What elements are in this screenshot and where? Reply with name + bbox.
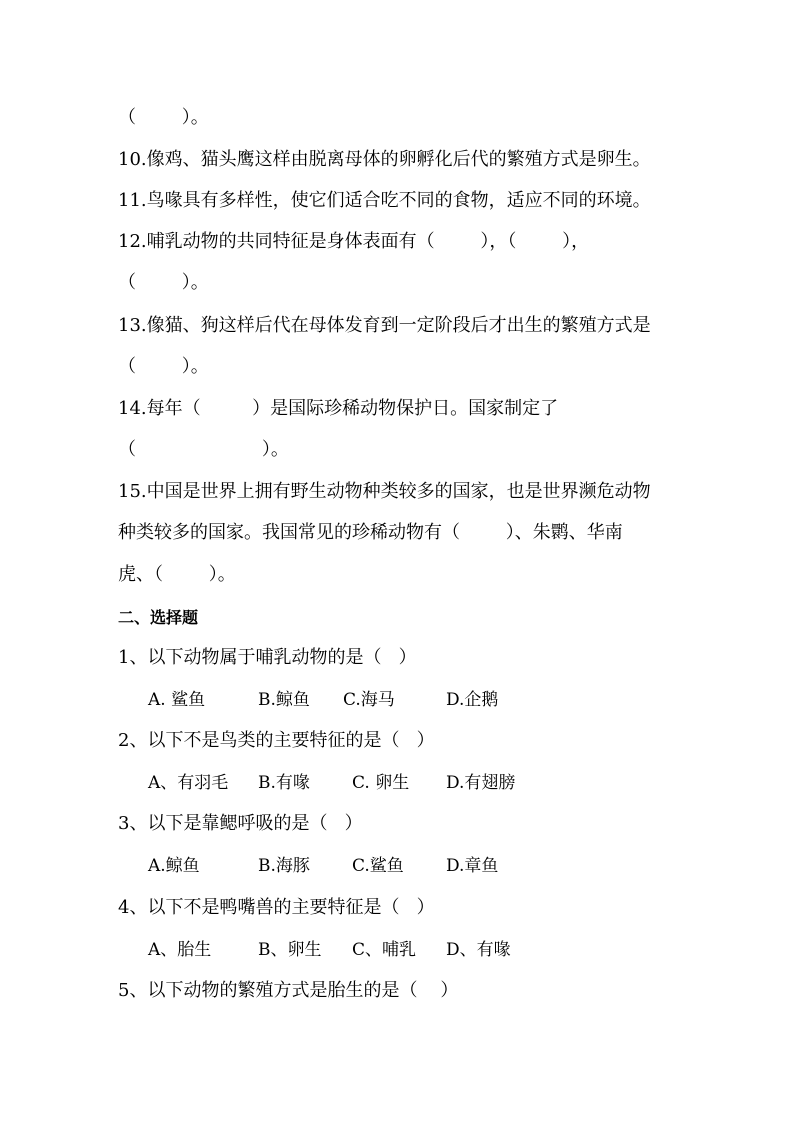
q3-option-d: D.章鱼: [446, 856, 499, 876]
choice-q2: 2、以下不是鸟类的主要特征的是（ ）: [118, 730, 435, 751]
q1-option-c: C.海马: [343, 690, 395, 710]
q2-option-a: A、有羽毛: [148, 773, 229, 793]
q11-text: 11.鸟喙具有多样性，使它们适合吃不同的食物，适应不同的环境。: [118, 190, 651, 211]
q9-continuation: （ ）。: [118, 107, 209, 128]
q4-option-d: D、有喙: [446, 940, 511, 960]
choice-q5: 5、以下动物的繁殖方式是胎生的是（ ）: [118, 980, 459, 1001]
q13-text: 13.像猫、狗这样后代在母体发育到一定阶段后才出生的繁殖方式是: [118, 315, 651, 336]
choice-q3: 3、以下是靠鳃呼吸的是（ ）: [118, 813, 363, 834]
q15-text: 15.中国是世界上拥有野生动物种类较多的国家，也是世界濒危动物: [118, 481, 651, 502]
q2-option-b: B.有喙: [258, 773, 310, 793]
q2-option-c: C. 卵生: [352, 773, 410, 793]
q14-text: 14.每年（ ）是国际珍稀动物保护日。国家制定了: [118, 398, 559, 419]
q4-option-b: B、卵生: [258, 940, 322, 960]
q12-text: 12.哺乳动物的共同特征是身体表面有（ ），（ ），: [118, 231, 590, 252]
q10-text: 10.像鸡、猫头鹰这样由脱离母体的卵孵化后代的繁殖方式是卵生。: [118, 149, 651, 170]
q15-line2: 种类较多的国家。我国常见的珍稀动物有（ ）、朱鹮、华南: [118, 522, 623, 543]
q3-option-b: B.海豚: [258, 856, 310, 876]
q1-option-b: B.鲸鱼: [258, 690, 310, 710]
q12-continuation: （ ）。: [118, 272, 209, 293]
choice-q4: 4、以下不是鸭嘴兽的主要特征是（ ）: [118, 897, 435, 918]
q3-option-c: C.鲨鱼: [352, 856, 404, 876]
q14-continuation: （ ）。: [118, 439, 289, 460]
q4-option-c: C、哺乳: [352, 940, 417, 960]
choice-q1: 1、以下动物属于哺乳动物的是（ ）: [118, 647, 417, 668]
section-heading-choice: 二、选择题: [118, 608, 199, 627]
q2-option-d: D.有翅膀: [446, 773, 516, 793]
q1-option-d: D.企鹅: [446, 690, 499, 710]
q13-continuation: （ ）。: [118, 356, 209, 377]
q4-option-a: A、胎生: [148, 940, 212, 960]
q3-option-a: A.鲸鱼: [148, 856, 200, 876]
q15-line3: 虎、（ ）。: [118, 564, 236, 585]
q1-option-a: A. 鲨鱼: [148, 690, 206, 710]
